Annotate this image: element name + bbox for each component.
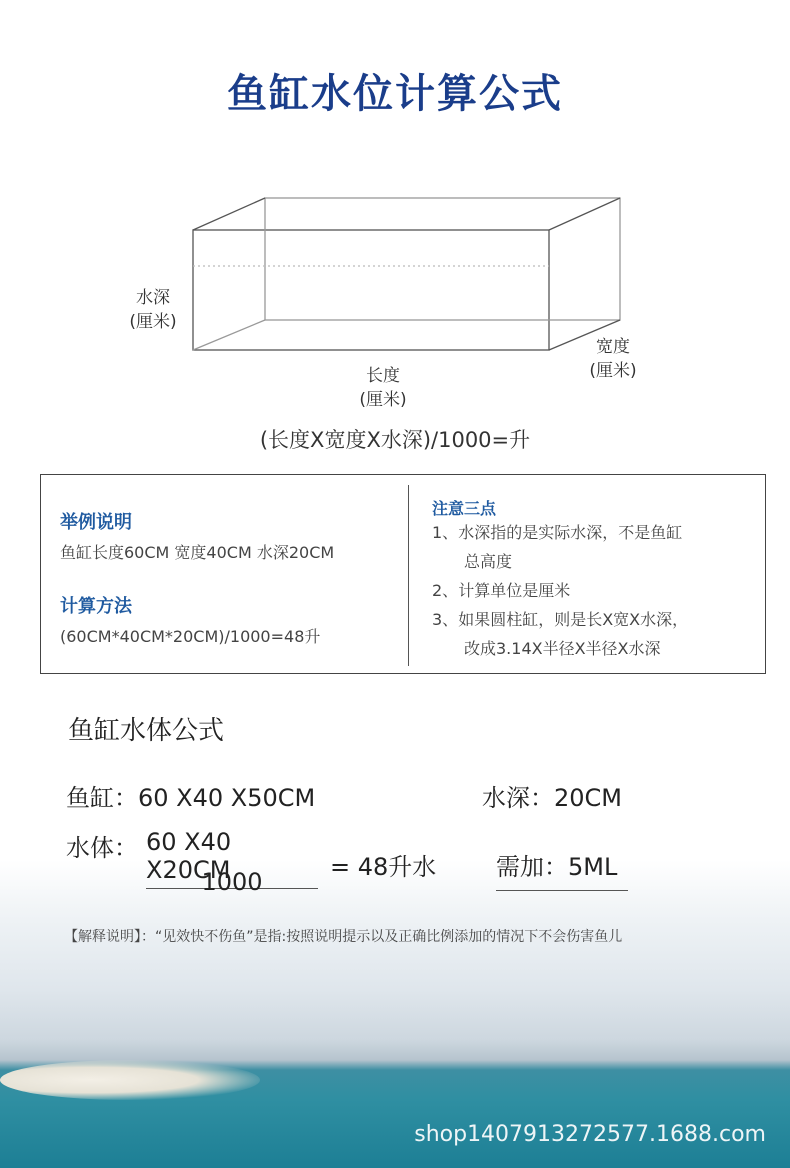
- depth-unit: (厘米): [129, 312, 177, 332]
- depth-label: 水深: [136, 288, 170, 308]
- length-unit: (厘米): [359, 390, 407, 410]
- note-item-1: 1、水深指的是实际水深，不是鱼缸: [432, 523, 683, 542]
- example-text: 鱼缸长度60CM 宽度40CM 水深20CM: [60, 543, 335, 562]
- note-item-3: 3、如果圆柱缸，则是长X宽X水深，: [432, 610, 689, 629]
- info-divider: [408, 485, 409, 666]
- add-label: 需加：: [496, 853, 568, 881]
- length-label: 长度: [366, 366, 400, 386]
- add-value: 5ML: [568, 853, 618, 881]
- depth-row: [482, 778, 622, 813]
- tank-value: 60 X40 X50CM: [138, 784, 316, 812]
- depth-row-label: 水深：: [482, 784, 554, 812]
- width-label: 宽度: [596, 337, 630, 357]
- depth-row-value: 20CM: [554, 784, 623, 812]
- method-heading: 计算方法: [60, 596, 132, 617]
- main-formula: (长度X宽度X水深)/1000=升: [259, 428, 531, 452]
- notes-list: [432, 518, 772, 663]
- method-text: (60CM*40CM*20CM)/1000=48升: [60, 627, 321, 646]
- volume-numerator: 60 X40 X20CM: [146, 828, 318, 889]
- note-item-3-cont: 改成3.14X半径X半径X水深: [464, 639, 661, 658]
- example-heading: 举例说明: [60, 512, 132, 533]
- note-item-2: 2、计算单位是厘米: [432, 581, 571, 600]
- beach-shore: [0, 1060, 260, 1100]
- volume-label: 水体：: [66, 834, 138, 862]
- water-body-heading: 鱼缸水体公式: [68, 716, 225, 746]
- tank-label: 鱼缸：: [66, 784, 138, 812]
- shop-watermark: shop1407913272577.1688.com: [414, 1122, 766, 1147]
- note-item-1-cont: 总高度: [464, 552, 513, 571]
- add-row: [496, 847, 628, 891]
- volume-result: = 48升水: [330, 853, 437, 881]
- explanation-note: 【解释说明】：“见效快不伤鱼”是指:按照说明提示以及正确比例添加的情况下不会伤害鱼儿: [64, 929, 623, 945]
- tank-front-face: [193, 230, 549, 350]
- page-title: 鱼缸水位计算公式: [227, 71, 563, 117]
- tank-back-face: [265, 198, 620, 320]
- tank-row: [66, 778, 315, 813]
- width-unit: (厘米): [589, 361, 637, 381]
- notes-heading: 注意三点: [432, 499, 497, 518]
- volume-denominator: 1000: [201, 868, 263, 896]
